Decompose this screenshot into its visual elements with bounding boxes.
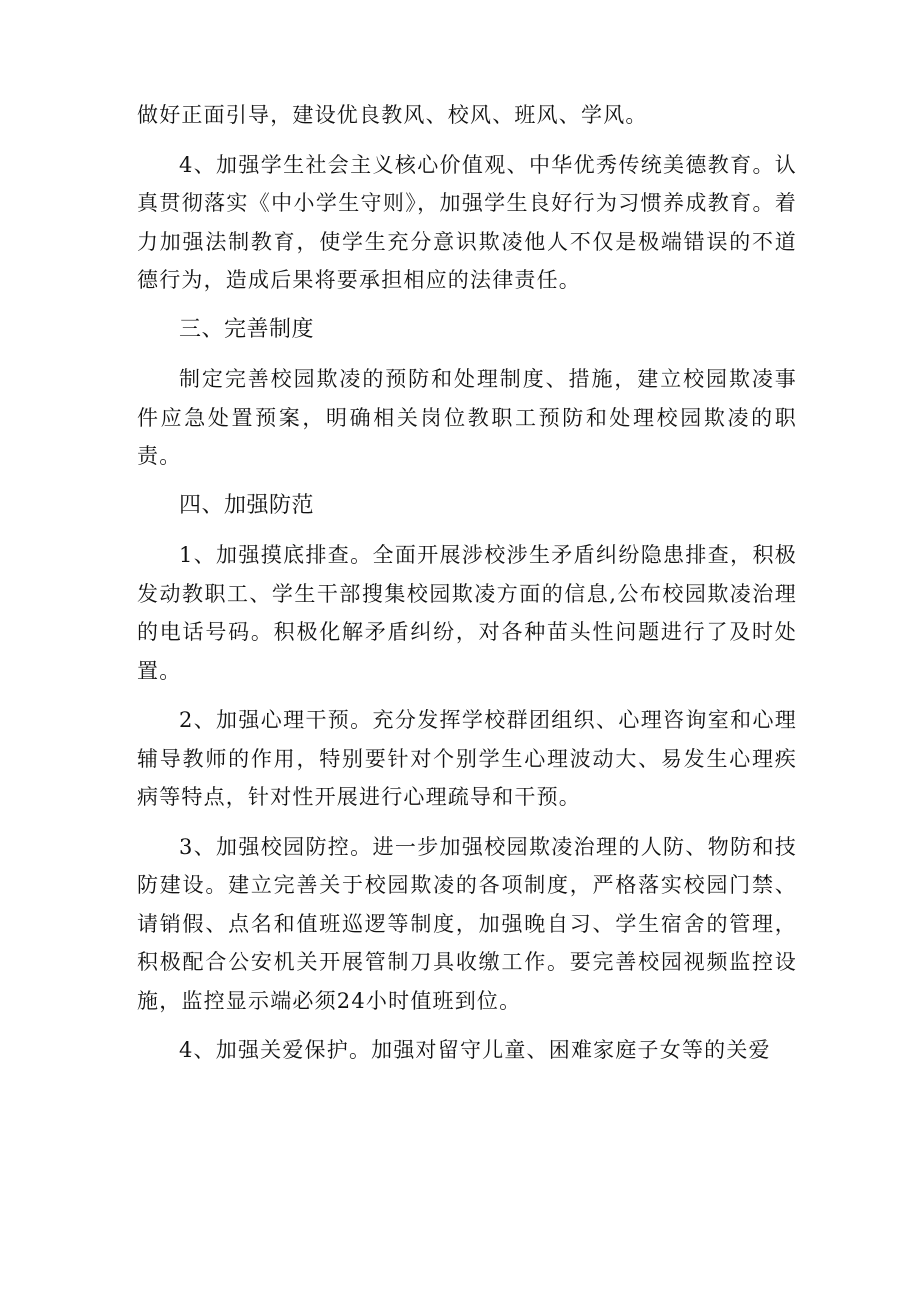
paragraph-gap <box>137 1020 797 1031</box>
paragraph-gap <box>137 690 797 701</box>
paragraph-gap <box>137 476 797 487</box>
paragraph-campus-control: 3、加强校园防控。进一步加强校园欺凌治理的人防、物防和技防建设。建立完善关于校园欺凌的各项制度，严格落实校园门禁、请销假、点名和值班巡逻等制度，加强晚自习、学生宿舍的管理，积极配合公安机关开展管制刀具收缴工作。要完善校园视频监控设施，监控显示端必须24小时值班到位。 <box>137 834 797 1013</box>
paragraph-continuation: 做好正面引导，建设优良教风、校风、班风、学风。 <box>137 103 648 127</box>
paragraph-values-education: 4、加强学生社会主义核心价值观、中华优秀传统美德教育。认真贯彻落实《中小学生守则》，加强学生良好行为习惯养成教育。着力加强法制教育，使学生充分意识欺凌他人不仅是极端错误的不道德行为，造成后果将要承担相应的法律责任。 <box>137 152 797 292</box>
paragraph-gap <box>137 349 797 360</box>
paragraph-gap <box>137 525 797 536</box>
paragraph-system: 制定完善校园欺凌的预防和处理制度、措施，建立校园欺凌事件应急处置预案，明确相关岗位教职工预防和处理校园欺凌的职责。 <box>137 367 797 468</box>
paragraph-investigation: 1、加强摸底排查。全面开展涉校涉生矛盾纠纷隐患排查，积极发动教职工、学生干部搜集校园欺凌方面的信息,公布校园欺凌治理的电话号码。积极化解矛盾纠纷，对各种苗头性问题进行了及时处置。 <box>137 543 797 683</box>
paragraph-care-protection: 4、加强关爱保护。加强对留守儿童、困难家庭子女等的关爱 <box>179 1038 771 1062</box>
paragraph-psychological: 2、加强心理干预。充分发挥学校群团组织、心理咨询室和心理辅导教师的作用，特别要针对个别学生心理波动大、易发生心理疾病等特点，针对性开展进行心理疏导和干预。 <box>137 708 797 809</box>
document-body <box>137 96 797 1070</box>
paragraph-gap <box>137 817 797 828</box>
paragraph-gap <box>137 135 797 146</box>
section-heading-prevention: 四、加强防范 <box>179 492 315 518</box>
section-heading-improve-system: 三、完善制度 <box>179 316 315 342</box>
paragraph-gap <box>137 300 797 311</box>
